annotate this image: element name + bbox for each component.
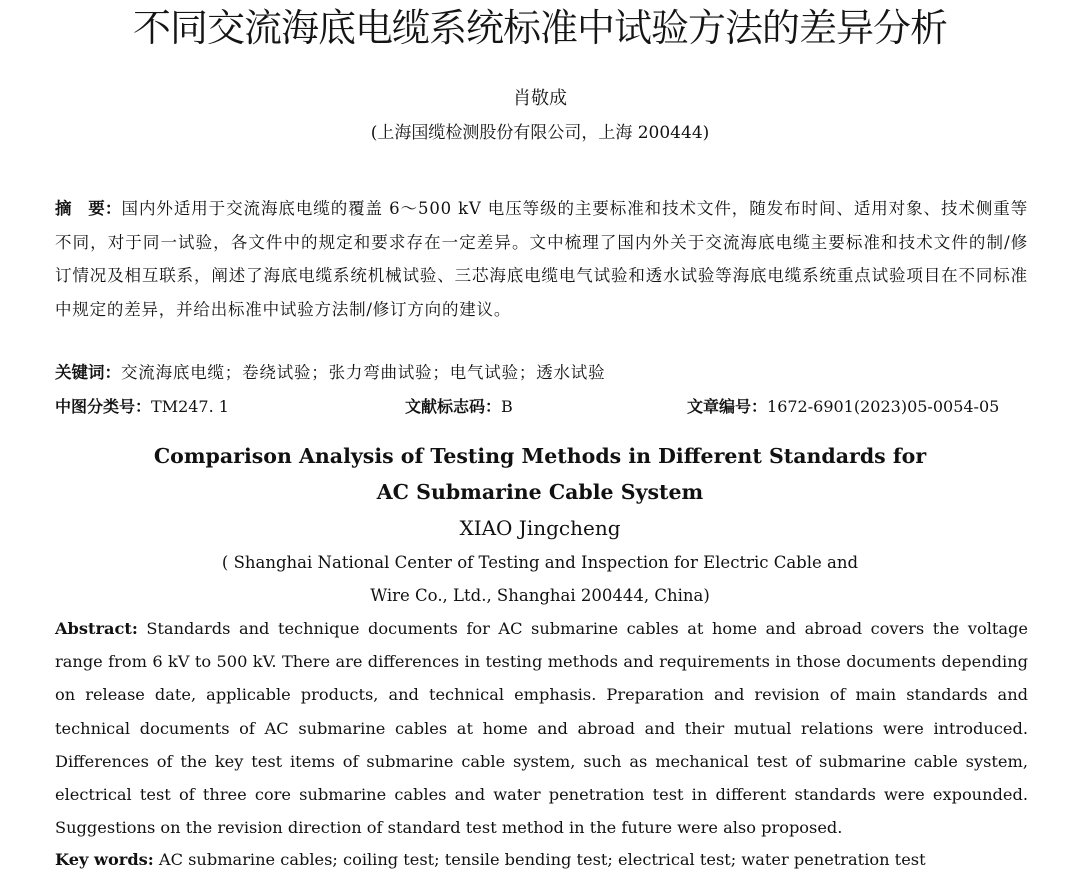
english-affiliation (160, 546, 920, 612)
english-keywords-text: AC submarine cables; coiling test; tensile bending test; electrical test; water penetration test (153, 850, 926, 869)
document-code (405, 392, 513, 422)
article-number-value: 1672-6901(2023)05-0054-05 (767, 397, 1000, 416)
english-title (0, 438, 1080, 510)
article-number (687, 392, 999, 422)
chinese-affiliation: (上海国缆检测股份有限公司，上海 200444) (370, 123, 710, 143)
english-abstract-label: Abstract: (55, 619, 138, 638)
english-author: XIAO Jingcheng (459, 516, 621, 540)
chinese-abstract-text: 国内外适用于交流海底电缆的覆盖 6～500 kV 电压等级的主要标准和技术文件，随发布时间、适用对象、技术侧重等不同，对于同一试验，各文件中的规定和要求存在一定差异。文中梳理了国内外关于交流海底电缆主要标准和技术文件的制/修订情况及相互联系，阐述了海底电缆系统机械试验、三芯海底电缆电气试验和透水试验等海底电缆系统重点试验项目在不同标准中规定的差异，并给出标准中试验方法制/修订方向的建议。 (55, 199, 1028, 319)
chinese-keywords-label: 关键词： (55, 363, 121, 382)
english-affiliation-line-1: ( Shanghai National Center of Testing and Inspection for Electric Cable and (221, 553, 859, 572)
english-abstract (55, 612, 1028, 844)
document-code-label: 文献标志码： (405, 397, 502, 416)
chinese-keywords-text: 交流海底电缆；卷绕试验；张力弯曲试验；电气试验；透水试验 (121, 363, 606, 382)
english-affiliation-line-2: Wire Co., Ltd., Shanghai 200444, China) (370, 586, 710, 605)
clc-label: 中图分类号： (55, 397, 152, 416)
document-code-value: B (501, 397, 513, 416)
chinese-metadata-row (55, 392, 1028, 422)
english-abstract-text: Standards and technique documents for AC submarine cables at home and abroad covers the voltage range from 6 kV to 500 kV. There are differences in testing methods and requirements in those documents depending on release date, applicable products, and technical emphasis. Preparation and revision of main standards and technical documents of AC submarine cables at home and abroad and their mutual relations were introduced. Differences of the key test items of submarine cable system, such as mechanical test of submarine cable system, electrical test of three core submarine cables and water penetration test in different standards were expounded. Suggestions on the revision direction of standard test method in the future were also proposed. (55, 619, 1028, 838)
article-number-label: 文章编号： (687, 397, 768, 416)
english-title-line-1: Comparison Analysis of Testing Methods in Different Standards for (153, 444, 927, 468)
english-keywords-label: Key words: (55, 850, 154, 869)
chinese-title: 不同交流海底电缆系统标准中试验方法的差异分析 (132, 6, 947, 50)
chinese-author: 肖敬成 (513, 88, 567, 109)
clc-value: TM247. 1 (151, 397, 229, 416)
english-title-line-2: AC Submarine Cable System (376, 480, 704, 504)
chinese-abstract-label: 摘 要： (55, 199, 122, 218)
chinese-keywords (55, 358, 1028, 388)
english-keywords (55, 845, 1028, 875)
chinese-abstract (55, 192, 1028, 326)
clc-number (55, 392, 229, 422)
